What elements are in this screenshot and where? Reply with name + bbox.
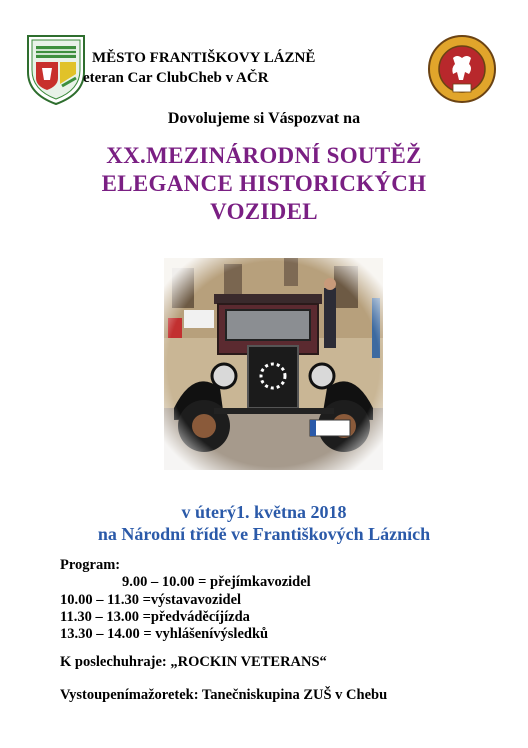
program-item: 9.00 – 10.00 = přejímkavozidel <box>122 574 311 590</box>
program-item: 13.30 – 14.00 = vyhlášenívýsledků <box>60 626 269 642</box>
event-title-line-1: XX.MEZINÁRODNÍ SOUTĚŽ <box>106 143 422 168</box>
organizer-line-club: eteran Car ClubCheb v AČR <box>83 70 269 86</box>
event-title-line-3: VOZIDEL <box>210 199 318 224</box>
vintage-car-photo <box>164 258 383 470</box>
veteran-car-club-emblem-logo <box>427 34 497 104</box>
event-place: na Národní třídě ve Františkových Lázních <box>97 524 431 544</box>
performance-info: Vystoupenímažoretek: Tanečniskupina ZUŠ v Chebu <box>60 687 388 703</box>
event-date: v úterý1. května 2018 <box>181 502 347 522</box>
program-item: 11.30 – 13.00 =předváděcíjízda <box>60 609 250 625</box>
event-title-line-2: ELEGANCE HISTORICKÝCH <box>101 171 427 196</box>
town-coat-of-arms-logo <box>22 28 90 106</box>
music-info: K poslechuhraje: „ROCKIN VETERANS“ <box>60 654 327 670</box>
program-item: 10.00 – 11.30 =výstavavozidel <box>60 592 242 608</box>
invitation-text: Dovolujeme si Váspozvat na <box>167 110 361 127</box>
organizer-line-town: MĚSTO FRANTIŠKOVY LÁZNĚ <box>92 50 316 66</box>
program-label: Program: <box>60 557 121 573</box>
